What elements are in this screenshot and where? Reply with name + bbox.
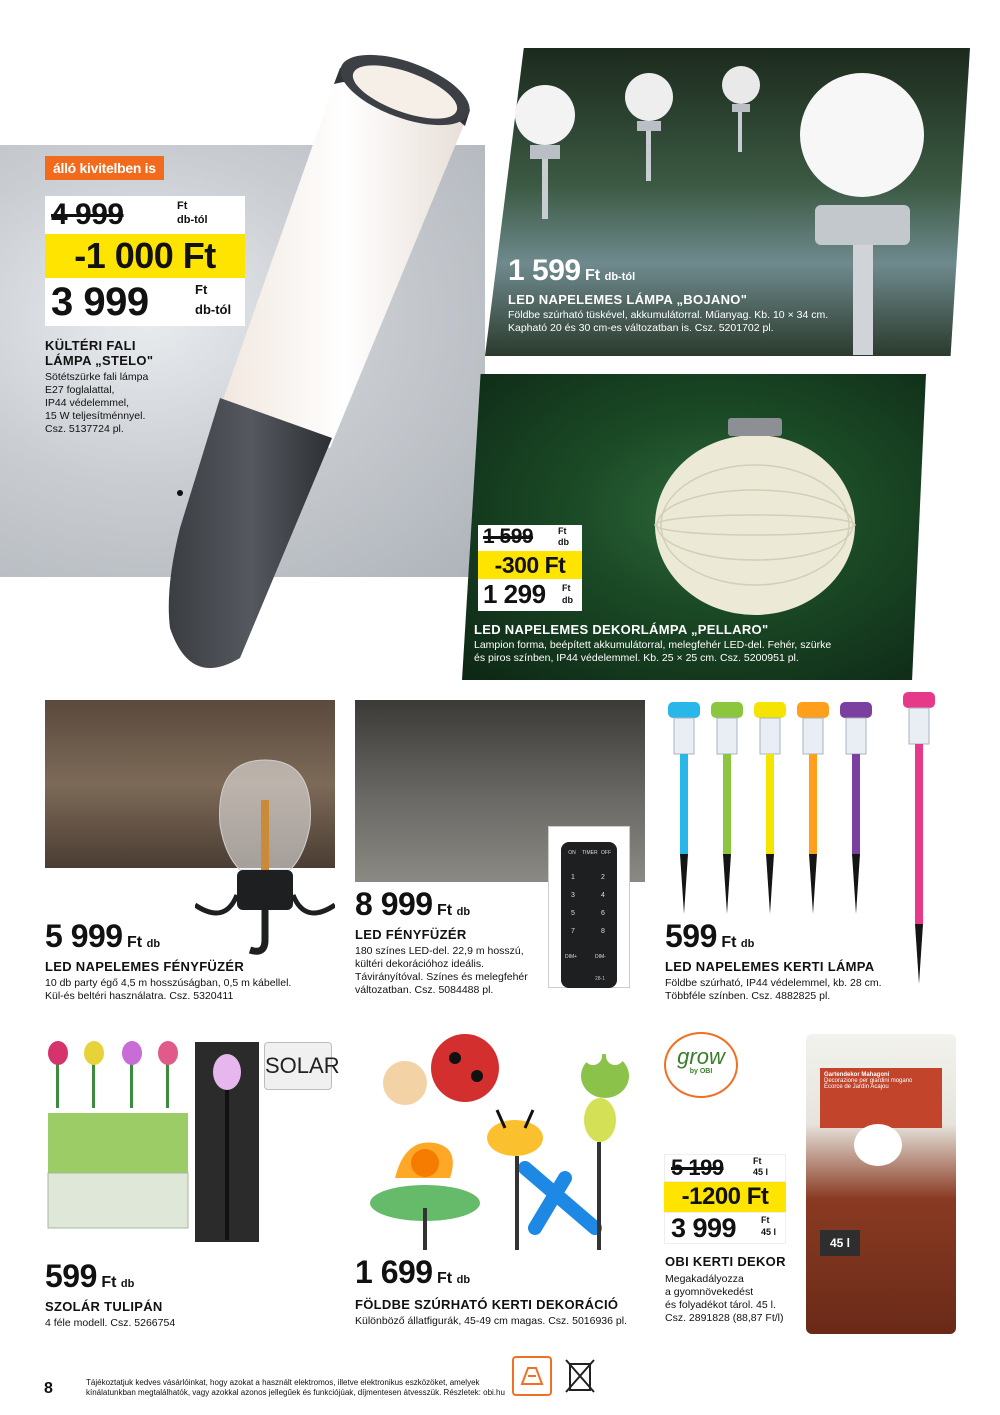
kerti-lampa-text xyxy=(665,918,905,1003)
stake-lamp-1 xyxy=(668,702,700,914)
fenyfuzer2-text xyxy=(355,886,545,997)
kerti-dekor-new-suffix: 45 l xyxy=(761,1227,777,1237)
pellaro-new-price: 1 299 xyxy=(483,579,546,609)
tulipan-text xyxy=(45,1258,325,1330)
kerti-dekor-new-unit: Ft xyxy=(761,1215,770,1225)
pellaro-new-unit: Ft xyxy=(562,583,571,593)
dekoracio-suffix: db xyxy=(456,1274,471,1286)
remote-btn-dim-minus: DIM- xyxy=(595,954,606,960)
kerti-dekor-old-price: 5 199 xyxy=(671,1155,724,1180)
grow-logo xyxy=(664,1032,738,1098)
footer-notice xyxy=(86,1378,506,1398)
fenyfuzer2-suffix: db xyxy=(456,906,471,918)
stelo-badge-text: álló kivitelben is xyxy=(53,160,156,176)
dekoracio-title: FÖLDBE SZÚRHATÓ KERTI DEKORÁCIÓ xyxy=(355,1297,619,1312)
fenyfuzer2-desc-4: változatban. Csz. 5084488 pl. xyxy=(355,984,494,996)
kerti-dekor-desc-1: Megakadályozza xyxy=(665,1273,744,1285)
remote-btn-5: 5 xyxy=(571,910,575,917)
stelo-new-suffix: db-tól xyxy=(195,302,232,317)
footer-notice-2: kínálatunkban megtalálhatók, vagy azokkal azonos jellegűek és funkciójúak, díjmentesen átvesszük. Részletek: obi.hu xyxy=(86,1388,505,1397)
stelo-badge xyxy=(45,156,164,180)
mulch-bag-line-3: Écorce de Jardin Acajou xyxy=(824,1084,889,1090)
fenyfuzer1-desc-1: 10 db party égő 4,5 m hosszúságban, 0,5 m kábellel. xyxy=(45,977,292,989)
stake-lamp-2 xyxy=(711,702,743,914)
pellaro-lantern-image xyxy=(650,410,860,620)
kerti-lampa-suffix: db xyxy=(740,938,755,950)
tulipan-solar-label: SOLAR xyxy=(265,1053,340,1078)
kerti-dekor-new-price-box xyxy=(664,1212,786,1244)
mulch-bag-volume: 45 l xyxy=(829,1236,850,1250)
pellaro-desc-1: Lampion forma, beépített akkumulátorral, melegfehér LED-del. Fehér, szürke xyxy=(474,639,832,651)
kerti-dekor-title: OBI KERTI DEKOR xyxy=(665,1254,786,1269)
tulipan-single-image xyxy=(195,1042,259,1242)
stelo-old-price: 4 999 xyxy=(51,198,124,231)
remote-btn-3: 3 xyxy=(571,892,575,899)
mulch-bag-line-2: Decorazione per giardini mogano xyxy=(824,1078,913,1084)
kerti-lampa-desc-1: Földbe szúrható, IP44 védelemmel, kb. 28 cm. xyxy=(665,977,882,989)
stelo-lamp-image xyxy=(150,48,480,678)
remote-btn-2: 2 xyxy=(601,874,605,881)
fenyfuzer2-desc-2: kültéri dekorációhoz ideális. xyxy=(355,958,484,970)
page-number: 8 xyxy=(44,1380,53,1397)
kerti-dekor-discount: -1200 Ft xyxy=(681,1183,769,1210)
bojano-desc-2: Kapható 20 és 30 cm-es változatban is. Csz. 5201702 pl. xyxy=(508,322,774,334)
stelo-discount-box xyxy=(45,234,245,278)
stelo-old-price-box xyxy=(45,196,245,234)
stake-lamp-5 xyxy=(840,702,872,914)
stelo-desc-3: IP44 védelemmel, xyxy=(45,397,130,409)
stake-lamp-6 xyxy=(903,692,935,984)
kerti-dekor-old-price-box xyxy=(664,1154,786,1182)
remote-model: 28-1 xyxy=(595,976,606,982)
pellaro-old-suffix: db xyxy=(558,537,569,547)
fenyfuzer1-suffix: db xyxy=(146,938,161,950)
fenyfuzer1-text xyxy=(45,918,345,1003)
footer-notice-1: Tájékoztatjuk kedves vásárlóinkat, hogy azokat a használt elektromos, illetve elektronikus eszközöket, amelyek xyxy=(86,1378,480,1387)
fenyfuzer2-title: LED FÉNYFÜZÉR xyxy=(355,927,467,942)
stelo-discount: -1 000 Ft xyxy=(74,235,216,276)
stelo-old-suffix: db-tól xyxy=(177,214,208,226)
fenyfuzer2-desc-1: 180 színes LED-del. 22,9 m hosszú, xyxy=(355,945,524,957)
mulch-bag-volume-box xyxy=(820,1230,860,1256)
bojano-unit: Ft xyxy=(585,267,601,284)
kerti-lampa-price: 599 xyxy=(665,918,717,954)
remote-btn-dim-plus: DIM+ xyxy=(565,954,578,960)
kerti-dekor-discount-box xyxy=(664,1182,786,1212)
stelo-text xyxy=(45,338,185,436)
kerti-lampa-unit: Ft xyxy=(721,934,737,951)
kerti-dekor-new-price: 3 999 xyxy=(671,1213,737,1243)
bojano-text xyxy=(508,254,848,335)
kerti-dekor-desc-4: Csz. 2891828 (88,87 Ft/l) xyxy=(665,1312,784,1324)
fenyfuzer2-unit: Ft xyxy=(437,902,453,919)
fenyfuzer2-remote-body xyxy=(561,842,617,988)
fenyfuzer2-desc-3: Távirányítóval. Színes és melegfehér xyxy=(355,971,528,983)
tulipan-suffix: db xyxy=(120,1278,135,1290)
fenyfuzer2-price: 8 999 xyxy=(355,886,433,922)
mulch-bag-grow-badge xyxy=(854,1124,902,1166)
fenyfuzer1-title: LED NAPELEMES FÉNYFÜZÉR xyxy=(45,959,245,974)
remote-btn-8: 8 xyxy=(601,928,605,935)
dekoracio-text xyxy=(355,1254,655,1328)
stelo-title-2: LÁMPA „STELO" xyxy=(45,353,154,368)
fenyfuzer1-unit: Ft xyxy=(127,934,143,951)
recycle-icon xyxy=(512,1356,552,1396)
weee-bin-icon xyxy=(560,1356,600,1396)
bojano-suffix: db-tól xyxy=(604,271,636,283)
stake-lamp-4 xyxy=(797,702,829,914)
dekoracio-price: 1 699 xyxy=(355,1254,433,1290)
dekoracio-image xyxy=(365,1028,645,1250)
stelo-desc-1: Sötétszürke fali lámpa xyxy=(45,371,149,383)
stelo-desc-5: Csz. 5137724 pl. xyxy=(45,423,124,435)
tulipan-image xyxy=(42,1038,192,1238)
remote-btn-off: OFF xyxy=(601,850,611,856)
mulch-bag-image xyxy=(806,1034,956,1334)
bojano-price: 1 599 xyxy=(508,254,581,287)
fenyfuzer1-price: 5 999 xyxy=(45,918,123,954)
pellaro-title: LED NAPELEMES DEKORLÁMPA „PELLARO" xyxy=(474,622,769,637)
stelo-desc-2: E27 foglalattal, xyxy=(45,384,115,396)
pellaro-discount: -300 Ft xyxy=(494,552,566,578)
kerti-dekor-text xyxy=(665,1254,805,1325)
bojano-title: LED NAPELEMES LÁMPA „BOJANO" xyxy=(508,292,748,307)
tulipan-title: SZOLÁR TULIPÁN xyxy=(45,1299,163,1314)
tulipan-desc-1: 4 féle modell. Csz. 5266754 xyxy=(45,1317,176,1329)
remote-btn-6: 6 xyxy=(601,910,605,917)
kerti-dekor-old-unit: Ft xyxy=(753,1156,762,1166)
kerti-dekor-old-suffix: 45 l xyxy=(753,1167,769,1177)
remote-btn-on: ON xyxy=(568,850,576,856)
remote-btn-7: 7 xyxy=(571,928,575,935)
kerti-lampa-desc-2: Többféle színben. Csz. 4882825 pl. xyxy=(665,990,831,1002)
kerti-dekor-desc-2: a gyomnövekedést xyxy=(665,1286,754,1298)
kerti-dekor-desc-3: és folyadékot tárol. 45 l. xyxy=(665,1299,776,1311)
pellaro-discount-box xyxy=(478,551,582,579)
mulch-bag-label xyxy=(820,1068,942,1128)
remote-btn-4: 4 xyxy=(601,892,605,899)
stelo-title-1: KÜLTÉRI FALI xyxy=(45,338,136,353)
stelo-old-unit: Ft xyxy=(177,200,188,212)
pellaro-old-price: 1 599 xyxy=(483,525,534,548)
kerti-lampa-title: LED NAPELEMES KERTI LÁMPA xyxy=(665,959,875,974)
pellaro-old-unit: Ft xyxy=(558,526,567,536)
remote-btn-timer: TIMER xyxy=(582,850,598,856)
pellaro-old-price-box xyxy=(478,525,582,551)
grow-logo-sub: by OBI xyxy=(689,1068,713,1075)
dekoracio-unit: Ft xyxy=(437,1270,453,1287)
fenyfuzer1-desc-2: Kül-és beltéri használatra. Csz. 5320411 xyxy=(45,990,234,1002)
remote-btn-1: 1 xyxy=(571,874,575,881)
pellaro-new-suffix: db xyxy=(562,595,573,605)
pellaro-new-price-box xyxy=(478,579,582,611)
grow-logo-main: grow xyxy=(677,1044,725,1069)
mulch-bag-line-1: Gartendekor Mahagoni xyxy=(824,1072,890,1078)
tulipan-price: 599 xyxy=(45,1258,97,1294)
dekoracio-desc-1: Különböző állatfigurák, 45-49 cm magas. Csz. 5016936 pl. xyxy=(355,1315,627,1327)
stake-lamp-3 xyxy=(754,702,786,914)
stelo-new-unit: Ft xyxy=(195,282,208,297)
stelo-desc-4: 15 W teljesítménnyel. xyxy=(45,410,146,422)
tulipan-solar-label-box xyxy=(264,1042,340,1090)
pellaro-text xyxy=(474,622,874,665)
bojano-desc-1: Földbe szúrható tüskével, akkumulátorral. Műanyag. Kb. 10 × 34 cm. xyxy=(508,309,829,321)
stelo-new-price: 3 999 xyxy=(51,280,149,324)
pellaro-desc-2: és piros színben, IP44 védelemmel. Kb. 25 × 25 cm. Csz. 5200951 pl. xyxy=(474,652,799,664)
stelo-new-price-box xyxy=(45,278,245,326)
tulipan-unit: Ft xyxy=(101,1274,117,1291)
